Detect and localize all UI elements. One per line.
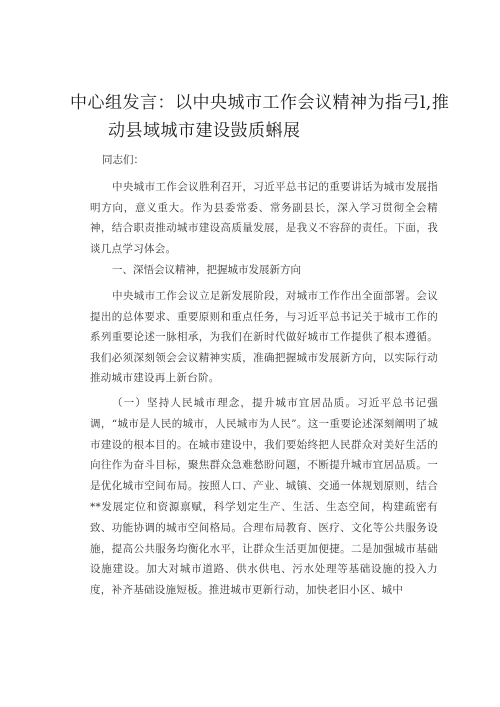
- greeting: 同志们：: [102, 154, 144, 166]
- paragraph-section-1: 中央城市工作会议立足新发展阶段，对城市工作作出全面部署。会议提出的总体要求、重要原则和重点任务，与习近平总书记关于城市工作的系列重要论述一脉相承，为我们在新时代做好城市工作提供了根本遵循。我们必须深刻领会会议精神实质，准确把握城市发展新方向，以实际行动推动城市建设再上新台阶。: [90, 290, 438, 384]
- paragraph-intro: 中央城市工作会议胜利召开，习近平总书记的重要讲话为城市发展指明方向，意义重大。作为县委常委、常务副县长，深入学习贯彻全会精神，结合职责推动城市建设高质量发展，是我义不容辞的责任。下面，我谈几点学习体会。: [90, 181, 438, 255]
- section-heading-1: 一、深悟会议精神，把握城市发展新方向: [112, 264, 301, 276]
- document-title-line-2: 动县域城市建设敱质蝌展: [108, 121, 301, 141]
- paragraph-subsection-1: （一）坚持人民城市理念，提升城市宜居品质。习近平总书记强调，“城市是人民的城市，人民城市为人民”。这一重要论述深刻阐明了城市建设的根本目的。在城市建设中，我们要始终把人民群众对美好生活的向往作为奋斗目标，聚焦群众急难愁盼问题，不断提升城市宜居品质。一是优化城市空间布局。按照人口、产业、城镇、交通一体规划原则，结合**发展定位和资源禀赋，科学划定生产、生活、生态空间，构建疏密有致、功能协调的城市空间格局。合理布局教育、医疗、文化等公共服务设施，提高公共服务均衡化水平，让群众生活更加便捷。二是加强城市基础设施建设。加大对城市道路、供水供电、污水处理等基础设施的投入力度，补齐基础设施短板。推进城市更新行动，加快老旧小区、城中: [90, 397, 438, 597]
- document-title-line-1: 中心组发言：以中央城市工作会议精神为指弓l,推: [70, 93, 450, 113]
